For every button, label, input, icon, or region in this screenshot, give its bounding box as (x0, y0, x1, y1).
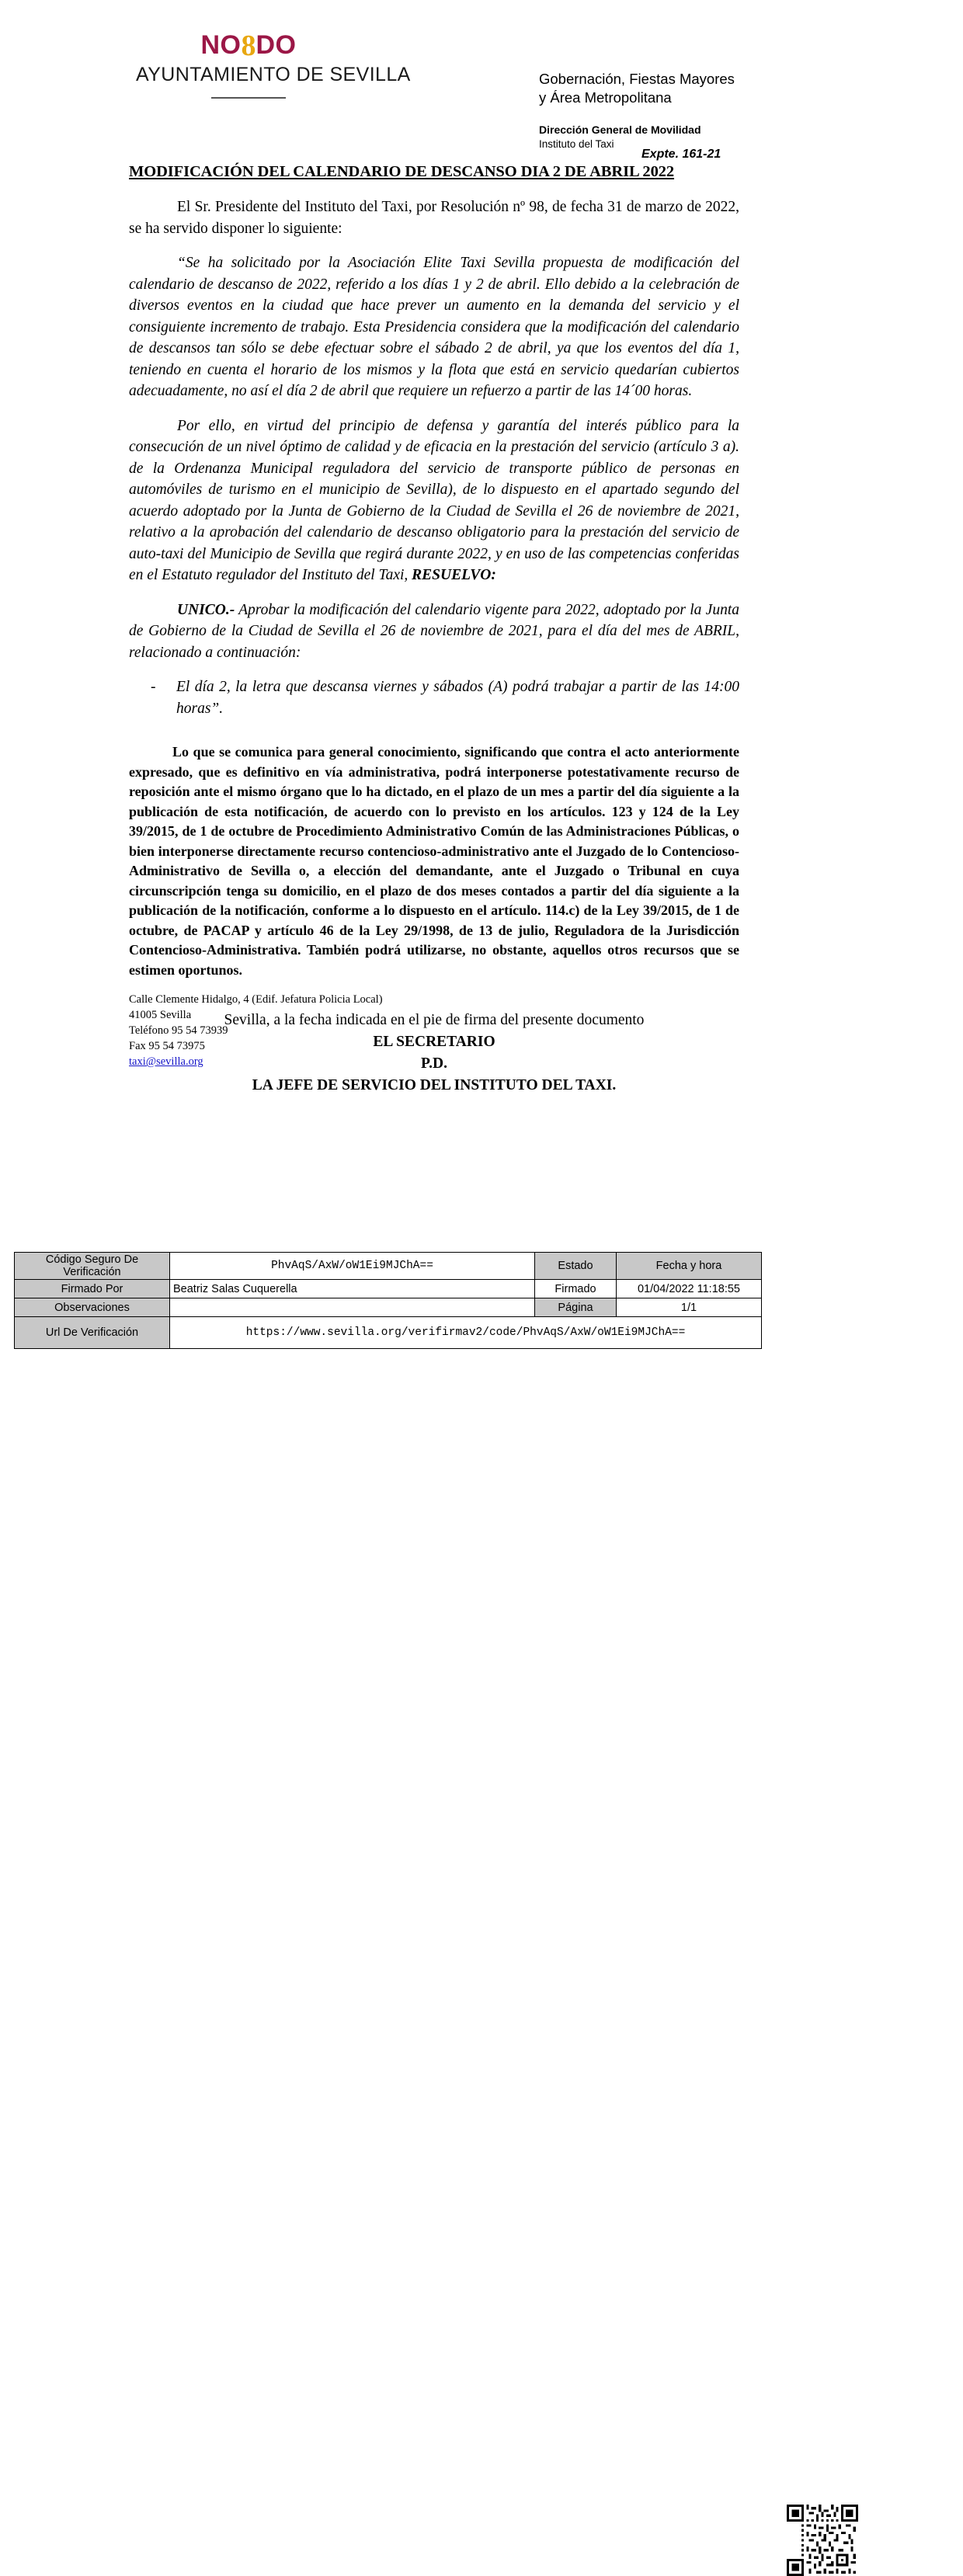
table-row (15, 1298, 762, 1317)
document-header (0, 0, 963, 167)
quote-paragraph-2-text: Por ello, en virtud del principio de defensa y garantía del interés público para la consecución de un nivel óptimo de calidad y de eficacia en la prestación del servicio (artículo 3 a). de la Ordenanza Municipal reguladora del servicio de transporte público de personas en automóviles de turismo en el municipio de Sevilla), de lo dispuesto en el apartado segundo del acuerdo adoptado por la Junta de Gobierno de la Ciudad de Sevilla el 26 de noviembre de 2021, relativo a la aprobación del calendario de descanso obligatorio para la prestación del servicio de auto-taxi del Municipio de Sevilla que regirá durante 2022, y en uso de las competencias conferidas en el Estatuto regulador del Instituto del Taxi, (129, 417, 739, 583)
pagina-value: 1/1 (617, 1298, 762, 1317)
signature-place-date: Sevilla, a la fecha indicada en el pie de firma del presente documento (224, 1012, 645, 1028)
legal-notice-paragraph: Lo que se comunica para general conocimiento, significando que contra el acto anteriormente expresado, que es definitivo en vía administrativa, podrá interponerse potestativamente recurso de reposición ante el mismo órgano que lo ha dictado, en el plazo de un mes a partir del día siguiente a la publicación de esta notificación, de acuerdo con lo previsto en los artículos. 123 y 124 de la Ley 39/2015, de 1 de octubre de Procedimiento Administrativo Común de las Administraciones Públicas, o bien interponerse directamente recurso contencioso-administrativo ante el Juzgado de lo Contencioso-Administrativo de Sevilla o, a elección del demandante, ante el Juzgado o Tribunal en cuya circunscripción tenga su domicilio, en el plazo de dos meses contados a partir del día siguiente a la publicación de la notificación, conforme a lo dispuesto en el artículo. 114.c) de la Ley 39/2015, de 1 de octubre, de PACAP y artículo 46 de la Ley 29/1998, de 13 de julio, Reguladora de la Jurisdicción Contencioso-Administrativa. También podrá utilizarse, no obstante, aquellos otros recursos que se estimen oportunos. (129, 744, 739, 978)
url-verificacion-label: Url De Verificación (15, 1317, 170, 1349)
bullet-item-text: El día 2, la letra que descansa viernes y sábados (A) podrá trabajar a partir de las 14:00 horas”. (176, 679, 739, 717)
address-fax: Fax 95 54 73975 (129, 1040, 205, 1052)
expediente-number: Expte. 161-21 (641, 148, 721, 161)
address-phone: Teléfono 95 54 73939 (129, 1024, 228, 1037)
csv-value: PhvAqS/AxW/oW1Ei9MJChA== (170, 1253, 535, 1280)
address-postal: 41005 Sevilla (129, 1009, 192, 1021)
nosdo-logo (136, 30, 411, 99)
fecha-hora-value: 01/04/2022 11:18:55 (617, 1280, 762, 1298)
instituto-taxi-label: Instituto del Taxi (539, 138, 614, 150)
signature-role-1: EL SECRETARIO (373, 1034, 495, 1050)
department-line-2: y Área Metropolitana (539, 89, 672, 106)
document-body (129, 196, 739, 1097)
madeja-icon: 8 (241, 30, 256, 62)
estado-label: Estado (535, 1253, 617, 1280)
direccion-general-label: Dirección General de Movilidad (539, 123, 701, 136)
unico-keyword: UNICO.- (177, 601, 235, 618)
csv-label: Código Seguro De Verificación (15, 1253, 170, 1280)
observaciones-label: Observaciones (15, 1298, 170, 1317)
resuelvo-keyword: RESUELVO: (412, 567, 496, 583)
url-verificacion-value[interactable]: https://www.sevilla.org/verifirmav2/code/PhvAqS/AxW/oW1Ei9MJChA== (170, 1317, 762, 1349)
quote-paragraph-1: “Se ha solicitado por la Asociación Elite Taxi Sevilla propuesta de modificación del calendario de descanso de 2022, referido a los días 1 y 2 de abril. Ello debido a la celebración de diversos eventos en la ciudad que hace prever un aumento en la demanda del servicio y el consiguiente incremento de trabajo. Esta Presidencia considera que la modificación del calendario de descansos tan sólo se debe efectuar sobre el sábado 2 de abril, ya que los eventos del día 1, teniendo en cuenta el horario de los mismos y la flota que está en servicio quedarían cubiertos adecuadamente, no así el día 2 de abril que requiere un refuerzo a partir de las 14´00 horas. (129, 255, 739, 399)
bullet-dash-marker: - (151, 679, 156, 695)
verification-footer (14, 1252, 949, 1349)
firmado-por-label: Firmado Por (15, 1280, 170, 1298)
address-street: Calle Clemente Hidalgo, 4 (Edif. Jefatura Policia Local) (129, 993, 383, 1006)
signature-role-2: LA JEFE DE SERVICIO DEL INSTITUTO DEL TAXI. (252, 1077, 617, 1093)
signature-pd: P.D. (421, 1055, 447, 1072)
department-line-1: Gobernación, Fiestas Mayores (539, 71, 735, 87)
nosdo-suffix-text: DO (256, 30, 297, 60)
unico-text: Aprobar la modificación del calendario vigente para 2022, adoptado por la Junta de Gobierno de la Ciudad de Sevilla el 26 de noviembre de 2021, para el día del mes de ABRIL, relacionado a continuación: (129, 601, 739, 661)
department-block (539, 70, 865, 151)
quote-paragraph-3 (129, 600, 739, 664)
address-email-link[interactable]: taxi@sevilla.org (129, 1055, 203, 1068)
institution-name: AYUNTAMIENTO DE SEVILLA (136, 64, 411, 85)
table-row (15, 1253, 762, 1280)
page-title: MODIFICACIÓN DEL CALENDARIO DE DESCANSO DIA 2 DE ABRIL 2022 (129, 163, 675, 180)
qr-code (787, 2505, 858, 2576)
table-row (15, 1317, 762, 1349)
firmado-por-value: Beatriz Salas Cuquerella (170, 1280, 535, 1298)
intro-paragraph: El Sr. Presidente del Instituto del Taxi, por Resolución nº 98, de fecha 31 de marzo de 2022, se ha servido disponer lo siguiente: (129, 199, 739, 237)
list-item (129, 676, 739, 719)
table-row (15, 1280, 762, 1298)
logo-divider (211, 97, 286, 99)
nosdo-wordmark (136, 30, 361, 61)
footer-address-block (129, 992, 383, 1069)
verification-table (14, 1252, 762, 1349)
fecha-hora-label: Fecha y hora (617, 1253, 762, 1280)
estado-value: Firmado (535, 1280, 617, 1298)
pagina-label: Página (535, 1298, 617, 1317)
quote-paragraph-2 (129, 415, 739, 586)
observaciones-value (170, 1298, 535, 1317)
nosdo-prefix-text: NO (200, 30, 242, 60)
